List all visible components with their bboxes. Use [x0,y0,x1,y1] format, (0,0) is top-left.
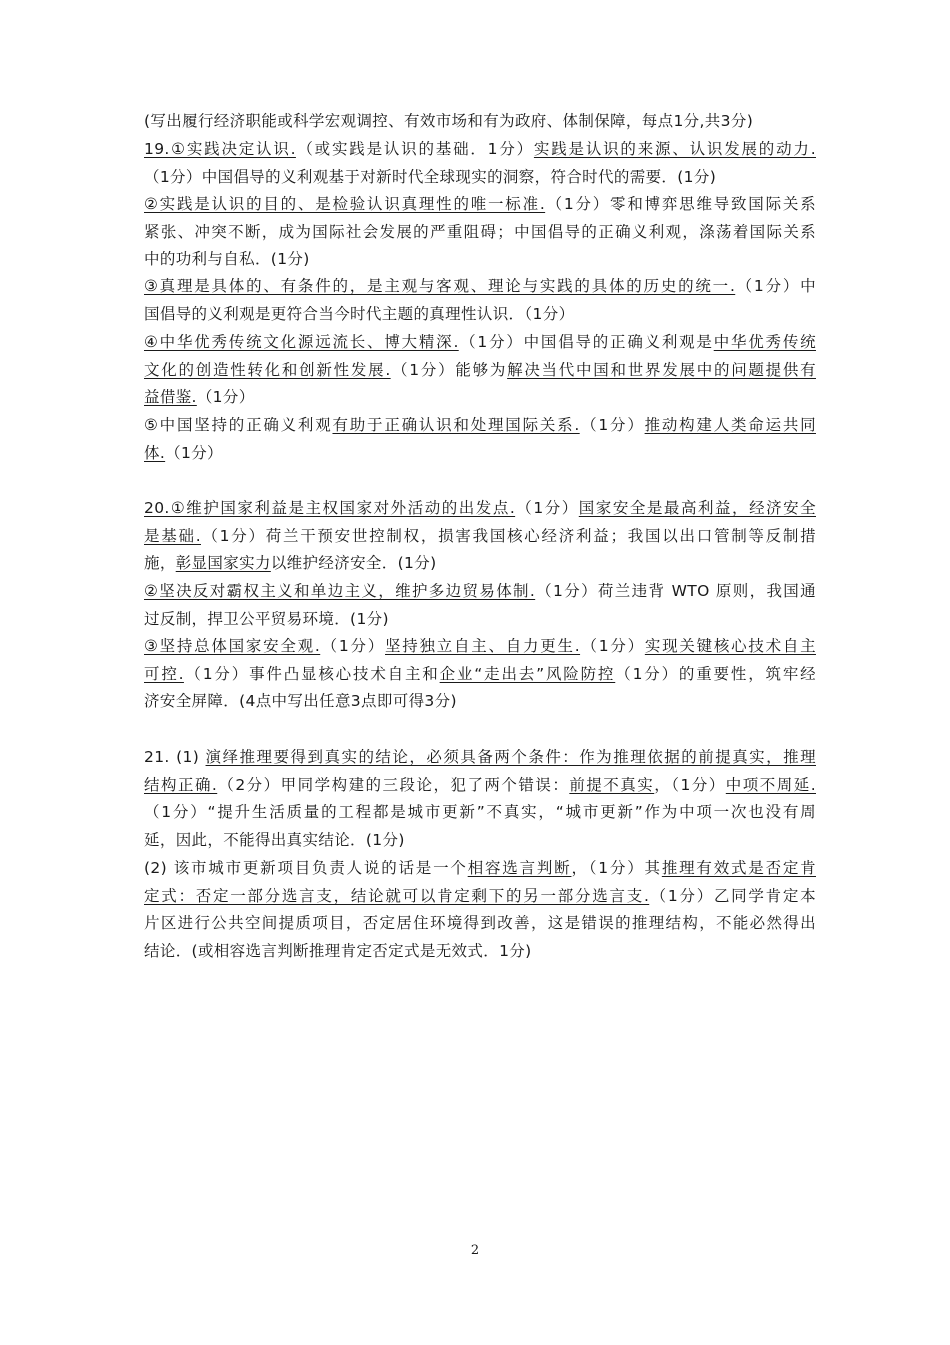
text-line [144,910,816,938]
underlined-key-point: 是基础. [144,526,201,545]
underlined-key-point: 体. [144,443,166,462]
paragraph-20-2 [144,578,816,633]
underlined-key-point: 中华优秀传统 [713,333,816,351]
underlined-key-point: ②实践是认识的目的、是检验认识真理性的唯一标准. [144,195,546,213]
underlined-key-point: 中项不周延. [725,775,816,794]
underlined-key-point: ③坚持总体国家安全观. [144,637,321,655]
text-line [144,744,816,772]
text-run: 中的功利与自私．(1分) [144,250,310,268]
text-line [144,164,816,192]
text-run: 以维护经济安全．(1分) [270,554,437,572]
underlined-key-point: 定式：否定一部分选言支，结论就可以肯定剩下的另一部分选言支. [144,886,650,905]
text-line [144,329,816,357]
text-line [144,246,816,274]
text-run: (2) 该市城市更新项目负责人说的话是一个 [144,859,468,877]
underlined-key-point: 企业“走出去”风险防控 [439,664,616,683]
text-run: 国倡导的义利观是更符合当今时代主题的真理性认识．（1分） [144,304,575,323]
text-run: （1分）的重要性，筑牢经 [615,664,816,683]
text-run: （1分）中国倡导的正确义利观是 [458,333,714,351]
paragraph-19-1 [144,136,816,191]
text-line [144,606,816,634]
underlined-key-point: 19.①实践决定认识. [144,140,296,158]
text-line [144,384,816,412]
paragraph-21-1 [144,744,816,854]
underlined-key-point: 实践是认识的来源、认识发展的动力. [533,140,816,158]
text-run: （1分）“提升生活质量的工程都是城市更新”不真实，“城市更新”作为中项一次也没有周 [144,803,816,821]
underlined-key-point: 解决当代中国和世界发展中的问题提供有 [507,360,816,379]
paragraph-19-3 [144,273,816,328]
underlined-key-point: 演绎推理要得到真实的结论，必须具备两个条件：作为推理依据的前提真实，推理 [205,748,816,766]
underlined-key-point: 实现关键核心技术自主 [644,637,816,655]
text-line [144,688,816,716]
text-run: 延，因此，不能得出真实结论．(1分) [144,830,405,849]
text-run: 济安全屏障．(4点中写出任意3点即可得3分) [144,692,457,710]
text-run: 施， [144,554,176,572]
text-run: 过反制，捍卫公平贸易环境．(1分) [144,609,389,628]
text-run: （或实践是认识的基础．1分） [295,140,534,158]
text-run: （1分） [165,443,223,462]
paragraph-20-3 [144,633,816,716]
underlined-key-point: 结构正确. [144,775,218,794]
text-line [144,578,816,606]
text-run: （1分）零和博弈思维导致国际关系 [545,195,816,213]
text-line [144,219,816,247]
text-line [144,827,816,855]
text-line [144,799,816,827]
text-line [144,412,816,440]
underlined-key-point: 可控. [144,664,184,683]
underlined-key-point: 有助于正确认识和处理国际关系. [332,416,580,434]
text-run: （1分） [580,637,645,655]
text-run: （2分）甲同学构建的三段论，犯了两个错误： [217,775,570,794]
text-run: （1分）能够为 [390,360,508,379]
underlined-key-point: 彰显国家实力 [175,554,271,572]
text-run: （1分）乙同学肯定本 [649,886,816,905]
text-run: 结论．(或相容选言判断推理肯定否定式是无效式．1分) [144,941,532,960]
text-line [144,440,816,468]
text-line [144,938,816,966]
underlined-key-point: 文化的创造性转化和创新性发展. [144,360,391,379]
text-run: （1分）中国倡导的义利观基于对新时代全球现实的洞察，符合时代的需要．(1分) [144,167,717,186]
text-run: (写出履行经济职能或科学宏观调控、有效市场和有为政府、体制保障，每点1分,共3分) [144,112,754,130]
text-line [144,273,816,301]
paragraph-19-2 [144,191,816,274]
underlined-key-point: 推动构建人类命运共同 [644,416,816,434]
paragraph-19-4 [144,329,816,412]
text-run: （1分） [196,388,255,406]
underlined-key-point: 推理有效式是否定肯 [661,859,816,877]
text-line [144,550,816,578]
underlined-key-point: 益借鉴. [144,388,197,406]
text-line [144,523,816,551]
text-run: （1分）事件凸显核心技术自主和 [183,664,440,683]
paragraph-19-5 [144,412,816,467]
underlined-key-point: ③真理是具体的、有条件的，是主观与客观、理论与实践的具体的历史的统一. [144,277,736,295]
text-run: ，（1分）其 [571,859,662,877]
text-line [144,495,816,523]
underlined-key-point: 坚持独立自主、自力更生. [385,637,581,655]
text-run: （1分） [515,499,579,517]
text-line [144,191,816,219]
underlined-key-point: 相容选言判断 [467,859,572,877]
paragraph-21-2 [144,855,816,965]
text-line [144,136,816,164]
underlined-key-point: 前提不真实 [569,775,655,794]
text-run: 21. (1) [144,748,206,766]
text-run: （1分）荷兰干预安世控制权，损害我国核心经济利益；我国以出口管制等反制措 [201,526,816,545]
paragraph-20-1 [144,495,816,578]
underlined-key-point: 国家安全是最高利益，经济安全 [578,499,816,517]
text-line [144,883,816,911]
text-run: （1分） [579,416,645,434]
text-line [144,633,816,661]
text-line [144,108,816,136]
page-number: 2 [470,1243,480,1258]
underlined-key-point: ④中华优秀传统文化源远流长、博大精深. [144,333,459,351]
text-line [144,772,816,800]
text-run: （1分）中 [735,277,816,295]
text-line [144,357,816,385]
text-line [144,661,816,689]
text-line [144,855,816,883]
text-run: ⑤中国坚持的正确义利观 [144,416,333,434]
text-run: 紧张、冲突不断，成为国际社会发展的严重阻碍；中国倡导的正确义利观，涤荡着国际关系 [144,222,816,241]
text-run: （1分）荷兰违背 WTO 原则，我国通 [535,582,816,600]
paragraph-intro [144,108,816,136]
underlined-key-point: 20.①维护国家利益是主权国家对外活动的出发点. [144,499,516,517]
text-line [144,301,816,329]
text-run: 片区进行公共空间提质项目，否定居住环境得到改善，这是错误的推理结构，不能必然得出 [144,914,816,932]
text-run: （1分） [320,637,385,655]
text-run: ，（1分） [654,775,726,794]
underlined-key-point: ②坚决反对霸权主义和单边主义，维护多边贸易体制. [144,582,536,600]
